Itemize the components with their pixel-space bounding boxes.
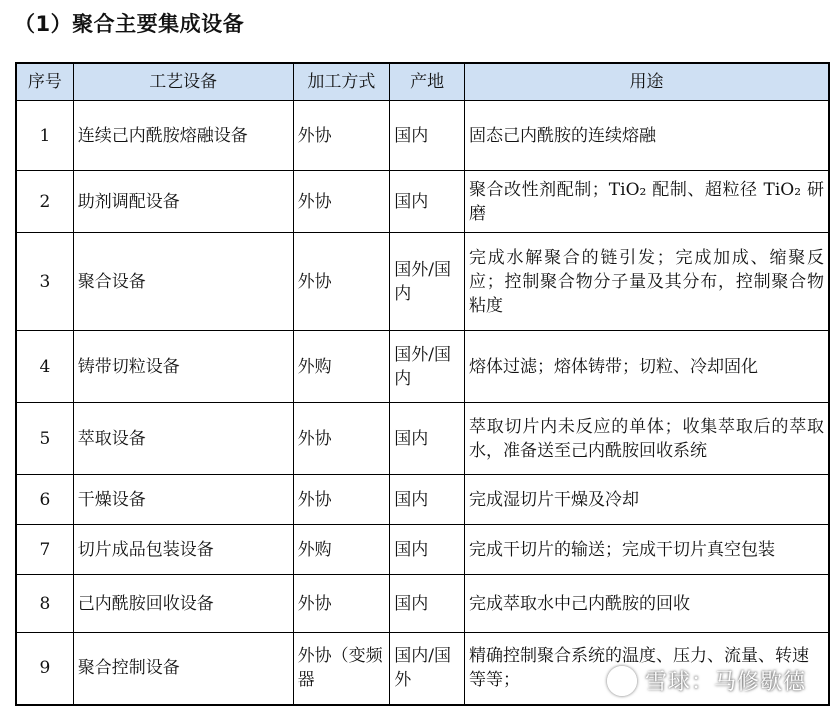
table-row xyxy=(16,475,829,525)
row-use: 完成萃取水中己内酰胺的回收 xyxy=(464,575,829,633)
col-header-use: 用途 xyxy=(464,63,829,101)
row-no: 5 xyxy=(16,403,73,475)
row-equipment: 助剂调配设备 xyxy=(73,171,293,233)
row-origin: 国内 xyxy=(390,525,465,575)
row-no: 2 xyxy=(16,171,73,233)
row-origin: 国外/国内 xyxy=(390,331,465,403)
row-method: 外协 xyxy=(293,101,390,171)
table-row xyxy=(16,403,829,475)
table-row xyxy=(16,525,829,575)
row-origin: 国外/国内 xyxy=(390,233,465,331)
col-header-equipment: 工艺设备 xyxy=(73,63,293,101)
equipment-table xyxy=(15,62,830,706)
row-no: 4 xyxy=(16,331,73,403)
row-no: 8 xyxy=(16,575,73,633)
row-origin: 国内 xyxy=(390,403,465,475)
row-no: 9 xyxy=(16,633,73,705)
table-row xyxy=(16,171,829,233)
row-origin: 国内 xyxy=(390,101,465,171)
row-no: 1 xyxy=(16,101,73,171)
table-row xyxy=(16,331,829,403)
row-method: 外协 xyxy=(293,171,390,233)
row-equipment: 切片成品包装设备 xyxy=(73,525,293,575)
table-row xyxy=(16,101,829,171)
row-method: 外协（变频器 xyxy=(293,633,390,705)
row-no: 6 xyxy=(16,475,73,525)
row-origin: 国内 xyxy=(390,475,465,525)
row-origin: 国内 xyxy=(390,575,465,633)
row-use: 完成湿切片干燥及冷却 xyxy=(464,475,829,525)
row-use: 聚合改性剂配制；TiO₂ 配制、超粒径 TiO₂ 研磨 xyxy=(464,171,829,233)
row-method: 外购 xyxy=(293,525,390,575)
row-equipment: 己内酰胺回收设备 xyxy=(73,575,293,633)
row-origin: 国内 xyxy=(390,171,465,233)
table-row xyxy=(16,233,829,331)
row-use: 萃取切片内未反应的单体；收集萃取后的萃取水，准备送至己内酰胺回收系统 xyxy=(464,403,829,475)
row-equipment: 连续己内酰胺熔融设备 xyxy=(73,101,293,171)
row-use: 熔体过滤；熔体铸带；切粒、冷却固化 xyxy=(464,331,829,403)
row-use: 固态己内酰胺的连续熔融 xyxy=(464,101,829,171)
row-method: 外协 xyxy=(293,233,390,331)
table-header-row xyxy=(16,63,829,101)
row-no: 7 xyxy=(16,525,73,575)
watermark-text: 雪球：马修歇德 xyxy=(644,670,806,695)
row-equipment: 聚合设备 xyxy=(73,233,293,331)
col-header-method: 加工方式 xyxy=(293,63,390,101)
row-origin: 国内/国外 xyxy=(390,633,465,705)
col-header-no: 序号 xyxy=(16,63,73,101)
section-heading: （1）聚合主要集成设备 xyxy=(14,12,245,36)
row-equipment: 铸带切粒设备 xyxy=(73,331,293,403)
watermark xyxy=(607,665,806,696)
row-method: 外购 xyxy=(293,331,390,403)
row-method: 外协 xyxy=(293,403,390,475)
row-use: 精确控制聚合系统的温度、压力、流量、转速等等； xyxy=(464,633,829,705)
row-no: 3 xyxy=(16,233,73,331)
row-use: 完成干切片的输送；完成干切片真空包装 xyxy=(464,525,829,575)
col-header-origin: 产地 xyxy=(390,63,465,101)
table-row xyxy=(16,575,829,633)
row-method: 外协 xyxy=(293,575,390,633)
row-equipment: 干燥设备 xyxy=(73,475,293,525)
row-method: 外协 xyxy=(293,475,390,525)
row-use: 完成水解聚合的链引发；完成加成、缩聚反应；控制聚合物分子量及其分布，控制聚合物粘度 xyxy=(464,233,829,331)
row-equipment: 聚合控制设备 xyxy=(73,633,293,705)
row-equipment: 萃取设备 xyxy=(73,403,293,475)
snowball-logo-icon xyxy=(607,666,637,696)
